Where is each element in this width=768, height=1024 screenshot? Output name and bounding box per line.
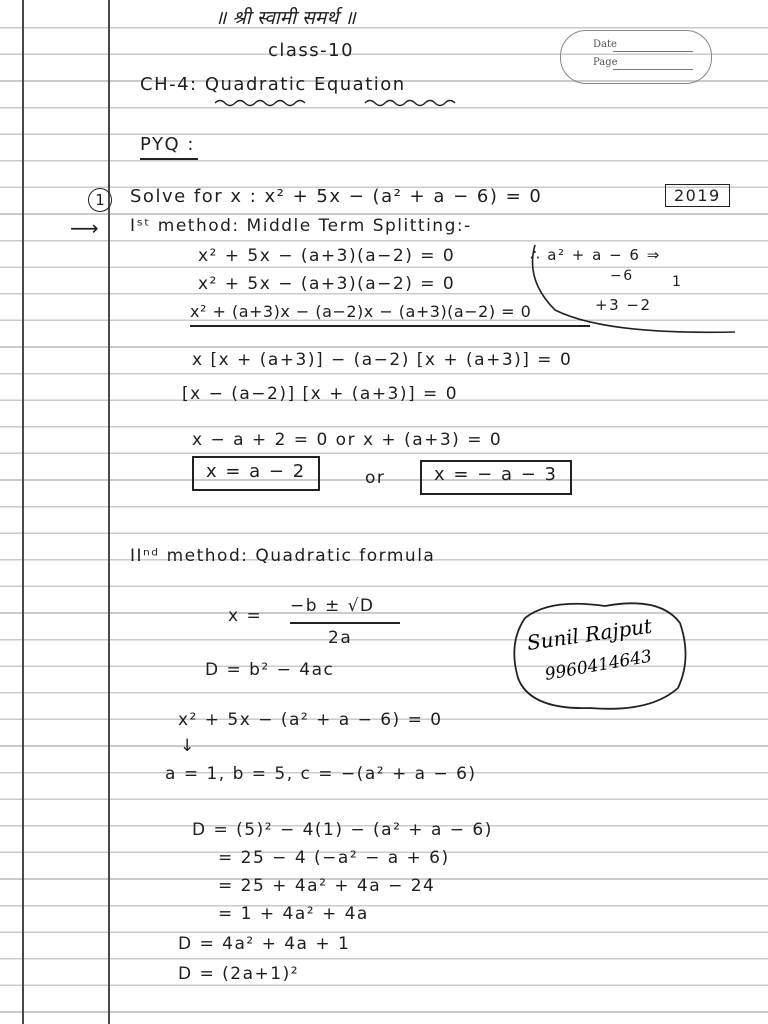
method1-title: Iˢᵗ method: Middle Term Splitting:-	[130, 216, 472, 236]
m2-coefficients: a = 1, b = 5, c = −(a² + a − 6)	[165, 764, 477, 784]
or-label: or	[365, 468, 386, 488]
side-note-bracket	[525, 240, 745, 340]
m2-step-3: = 25 + 4a² + 4a − 24	[218, 876, 436, 896]
date-line	[613, 51, 693, 52]
m1-line-1: x² + 5x − (a+3)(a−2) = 0	[198, 246, 456, 266]
method2-title: IIⁿᵈ method: Quadratic formula	[130, 546, 436, 566]
page-line	[613, 69, 693, 70]
answer-1: x = a − 2	[192, 456, 320, 491]
page-label: Page	[593, 57, 618, 68]
question-number: 1	[88, 188, 112, 212]
answer-2: x = − a − 3	[420, 460, 572, 495]
signature-name: Sunil Rajput	[525, 613, 654, 655]
m2-result-1: D = 4a² + 4a + 1	[178, 934, 351, 954]
question-year: 2019	[665, 184, 730, 207]
m2-down-arrow: ↓	[180, 736, 196, 756]
invocation: ॥ श्री स्वामी समर्थ ॥	[215, 7, 356, 29]
margin-line-right	[108, 0, 110, 1024]
formula-denominator: 2a	[328, 628, 353, 648]
side-note-3: 1	[672, 274, 683, 290]
formula-fraction-bar	[290, 622, 400, 624]
date-page-stamp	[560, 30, 712, 84]
m1-line-5: [x − (a−2)] [x + (a+3)] = 0	[182, 384, 459, 404]
m2-step-2: = 25 − 4 (−a² − a + 6)	[218, 848, 450, 868]
discriminant-formula: D = b² − 4ac	[205, 660, 335, 680]
m1-line-4: x [x + (a+3)] − (a−2) [x + (a+3)] = 0	[192, 350, 573, 370]
date-label: Date	[593, 39, 617, 50]
m1-line-2: x² + 5x − (a+3)(a−2) = 0	[198, 274, 456, 294]
class-label: class-10	[268, 40, 355, 61]
pyq-underline	[140, 158, 198, 160]
signature-phone: 9960414643	[543, 646, 654, 685]
question-text: Solve for x : x² + 5x − (a² + a − 6) = 0	[130, 186, 543, 207]
side-note-1: ∴ a² + a − 6 ⇒	[530, 246, 661, 264]
signature-stamp	[510, 598, 690, 713]
formula-lhs: x =	[228, 606, 263, 626]
m2-equation: x² + 5x − (a² + a − 6) = 0	[178, 710, 443, 730]
pyq-label: PYQ :	[140, 134, 195, 155]
formula-numerator: −b ± √D	[290, 596, 375, 616]
m1-line-3: x² + (a+3)x − (a−2)x − (a+3)(a−2) = 0	[190, 302, 532, 321]
chapter-underline	[215, 97, 545, 109]
chapter-title: CH-4: Quadratic Equation	[140, 74, 406, 95]
margin-line-left	[22, 0, 24, 1024]
m1-line-6: x − a + 2 = 0 or x + (a+3) = 0	[192, 430, 503, 450]
m2-result-2: D = (2a+1)²	[178, 964, 300, 984]
m2-step-1: D = (5)² − 4(1) − (a² + a − 6)	[192, 820, 493, 840]
method1-arrow: ⟶	[70, 216, 101, 240]
m2-step-4: = 1 + 4a² + 4a	[218, 904, 369, 924]
side-note-2: −6	[610, 268, 634, 284]
side-note-4: +3 −2	[595, 296, 652, 314]
